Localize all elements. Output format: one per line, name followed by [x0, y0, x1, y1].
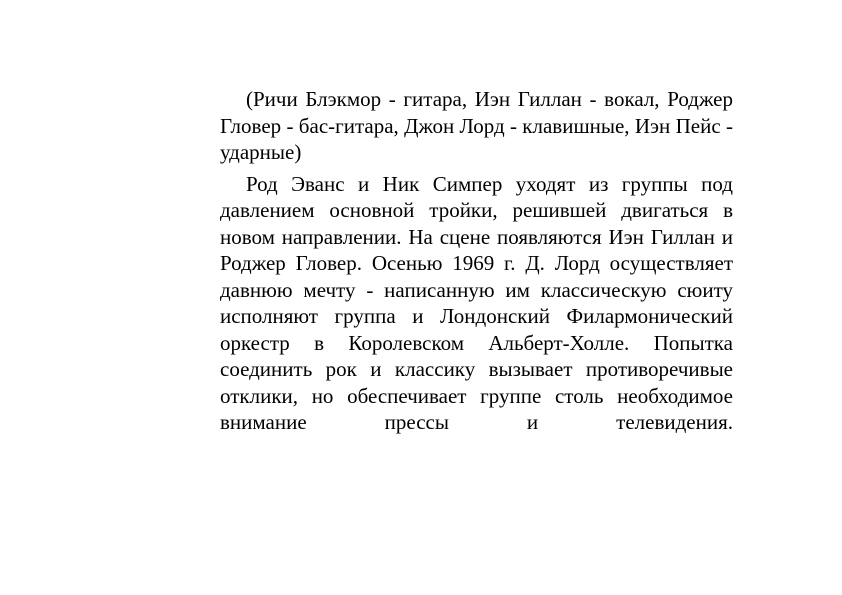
- paragraph-band-history: Род Эванс и Ник Симпер уходят из группы под давлением основной тройки, решившей двигаться в новом направлении. На сцене появляются Иэн Гиллан и Роджер Гловер. Осенью 1969 г. Д. Лорд осуществляет давнюю мечту - написанную им классическую сюиту исполняют группа и Лондонский Филармонический оркестр в Королевском Альберт-Холле. Попытка соединить рок и классику вызывает противоречивые отклики, но обеспечивает группе столь необходимое внимание прессы и телевидения.: [220, 171, 733, 434]
- paragraph-band-lineup: (Ричи Блэкмор - гитара, Иэн Гиллан - вокал, Роджер Гловер - бас-гитара, Джон Лорд - клавишные, Иэн Пейс - ударные): [220, 87, 733, 164]
- document-body: [220, 86, 733, 436]
